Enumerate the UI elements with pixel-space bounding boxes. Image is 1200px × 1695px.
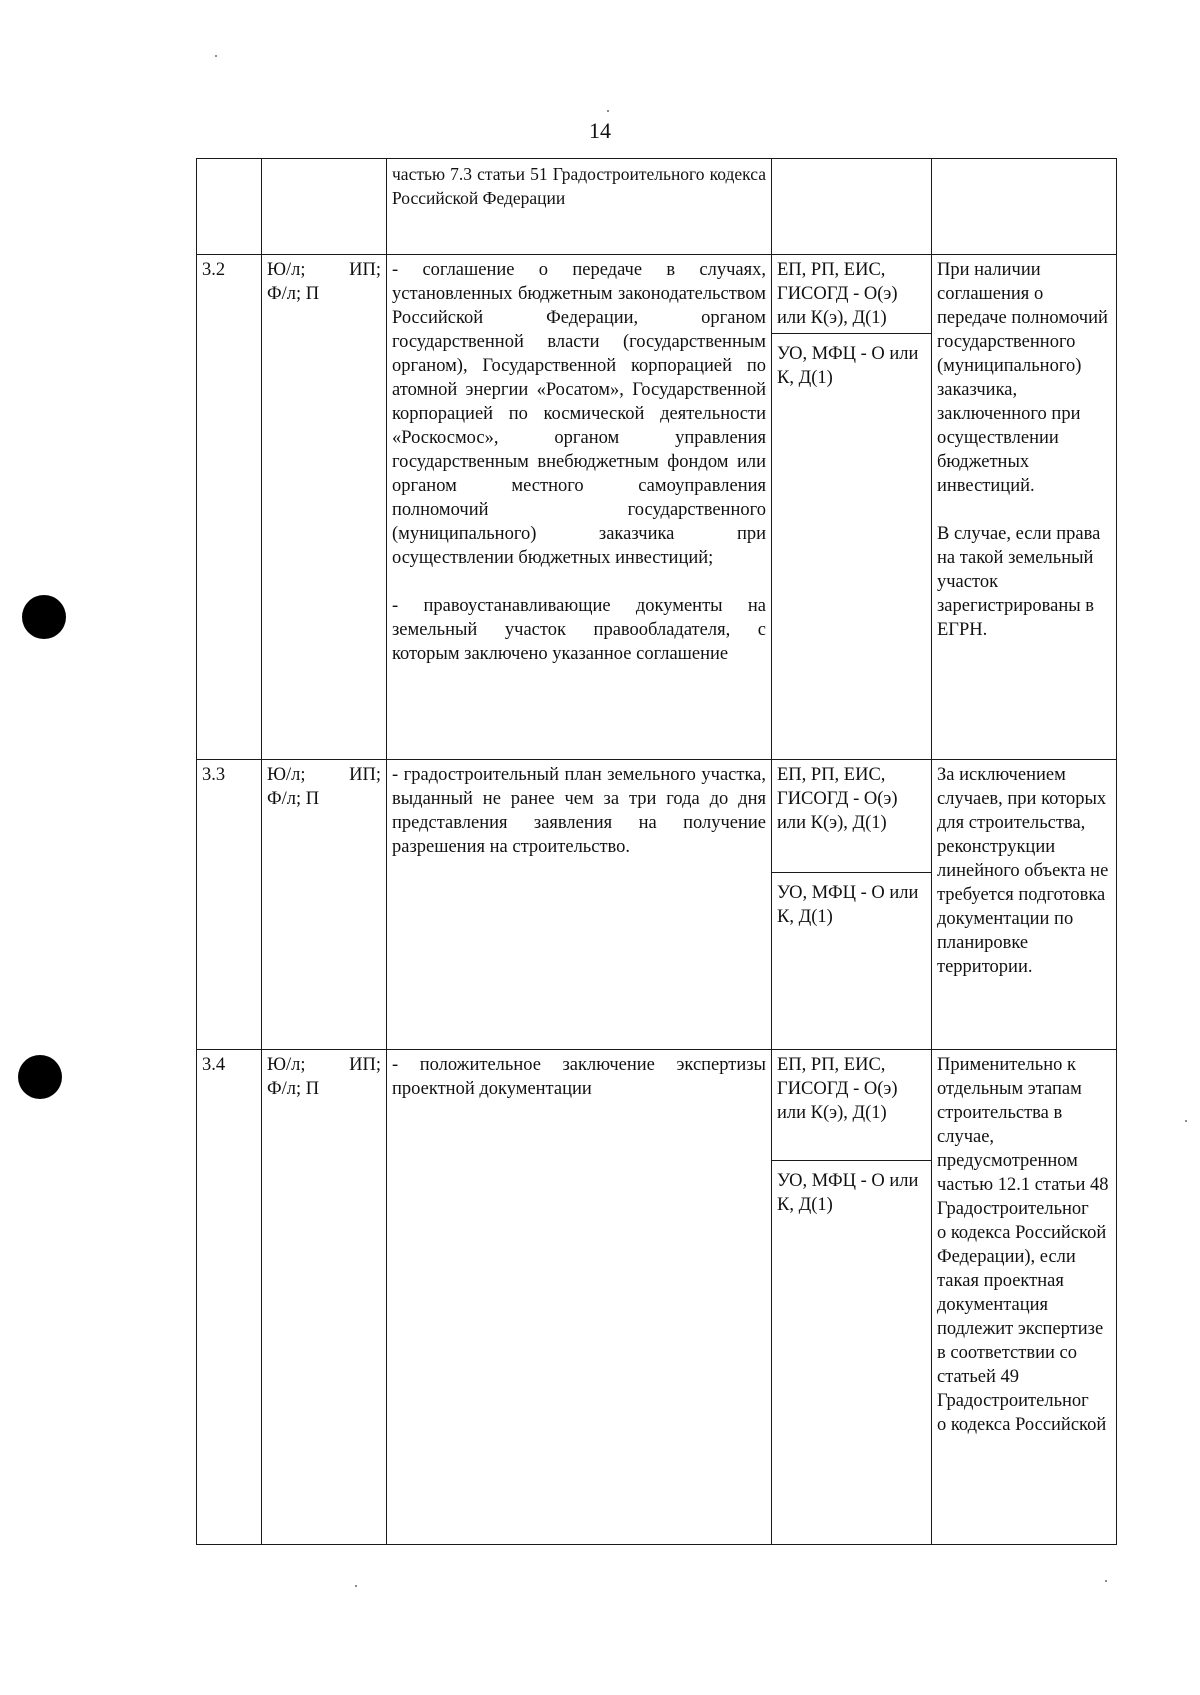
- cell-number: 3.3: [197, 760, 262, 1050]
- cell-source: [772, 760, 932, 1050]
- cell-note: [932, 760, 1117, 1050]
- requirements-table: [196, 158, 1117, 1545]
- cell-number: [197, 159, 262, 255]
- cell-applicant: [262, 159, 387, 255]
- applicant-type: ИП;: [349, 260, 381, 280]
- cell-applicant: [262, 1050, 387, 1545]
- source-electronic: ЕП, РП, ЕИС, ГИСОГД - О(э) или К(э), Д(1): [772, 760, 931, 873]
- cell-note: [932, 1050, 1117, 1545]
- source-paper: УО, МФЦ - О или К, Д(1): [777, 344, 919, 388]
- scan-speck: [215, 55, 217, 57]
- note-text: Применительно к отдельным этапам строительства в случае, предусмотренном частью 12.1 статьи 48 Градостроительног о кодекса Российской Федерации), если такая проектная документация подлежит экспертизе в соответствии со статьей 49 Градостроительног о кодекса Российской: [937, 1055, 1109, 1435]
- table-row: [197, 255, 1117, 760]
- requirements-table-wrapper: [196, 158, 1116, 1545]
- applicant-type: Ф/л; П: [267, 284, 320, 304]
- source-electronic: ЕП, РП, ЕИС, ГИСОГД - О(э) или К(э), Д(1): [772, 1050, 931, 1161]
- cell-document: [387, 159, 772, 255]
- cell-number: 3.2: [197, 255, 262, 760]
- punch-hole-bottom: [18, 1055, 62, 1099]
- applicant-type: ИП;: [349, 765, 381, 785]
- scan-speck: [607, 110, 609, 112]
- cell-source: [772, 255, 932, 760]
- note-text: В случае, если права на такой земельный участок зарегистрированы в ЕГРН.: [937, 524, 1101, 640]
- scan-speck: [1105, 1580, 1107, 1582]
- cell-source: [772, 1050, 932, 1545]
- cell-document: [387, 1050, 772, 1545]
- table-row: [197, 1050, 1117, 1545]
- table-row: [197, 760, 1117, 1050]
- cell-document: [387, 760, 772, 1050]
- source-electronic: ЕП, РП, ЕИС, ГИСОГД - О(э) или К(э), Д(1): [772, 255, 931, 334]
- cell-note: [932, 159, 1117, 255]
- source-paper: УО, МФЦ - О или К, Д(1): [777, 883, 919, 927]
- cell-applicant: [262, 760, 387, 1050]
- document-text: - правоустанавливающие документы на земельный участок правообладателя, с которым заключено указанное соглашение: [392, 596, 766, 664]
- applicant-type: Ф/л; П: [267, 789, 320, 809]
- table-row-continuation: [197, 159, 1117, 255]
- cell-number: 3.4: [197, 1050, 262, 1545]
- applicant-type: ИП;: [349, 1055, 381, 1075]
- cell-document: [387, 255, 772, 760]
- document-text: частью 7.3 статьи 51 Градостроительного кодекса Российской Федерации: [392, 164, 766, 208]
- document-text: - соглашение о передаче в случаях, установленных бюджетным законодательством Российской Федерации, органом государственной власти (государственным органом), Государственной корпорацией по атомной энергии «Росатом», Государственной корпорацией по космической деятельности «Роскосмос», органом управления государственным внебюджетным фондом или органом местного самоуправления полномочий государственного (муниципального) заказчика при осуществлении бюджетных инвестиций;: [392, 260, 766, 568]
- scan-speck: [1185, 1120, 1187, 1122]
- applicant-type: Ю/л;: [267, 765, 306, 785]
- punch-hole-top: [22, 595, 66, 639]
- cell-note: [932, 255, 1117, 760]
- document-text: - градостроительный план земельного участка, выданный не ранее чем за три года до дня представления заявления на получение разрешения на строительство.: [392, 765, 766, 857]
- scan-speck: [355, 1585, 357, 1587]
- page-number: 14: [589, 118, 611, 143]
- document-text: - положительное заключение экспертизы проектной документации: [392, 1055, 766, 1099]
- source-paper: УО, МФЦ - О или К, Д(1): [777, 1171, 919, 1215]
- applicant-type: Ю/л;: [267, 1055, 306, 1075]
- applicant-type: Ф/л; П: [267, 1079, 320, 1099]
- note-text: За исключением случаев, при которых для строительства, реконструкции линейного объекта не требуется подготовка документации по планировке территории.: [937, 765, 1109, 977]
- cell-applicant: [262, 255, 387, 760]
- applicant-type: Ю/л;: [267, 260, 306, 280]
- cell-source: [772, 159, 932, 255]
- note-text: При наличии соглашения о передаче полномочий государственного (муниципального) заказчика, заключенного при осуществлении бюджетных инвестиций.: [937, 260, 1108, 496]
